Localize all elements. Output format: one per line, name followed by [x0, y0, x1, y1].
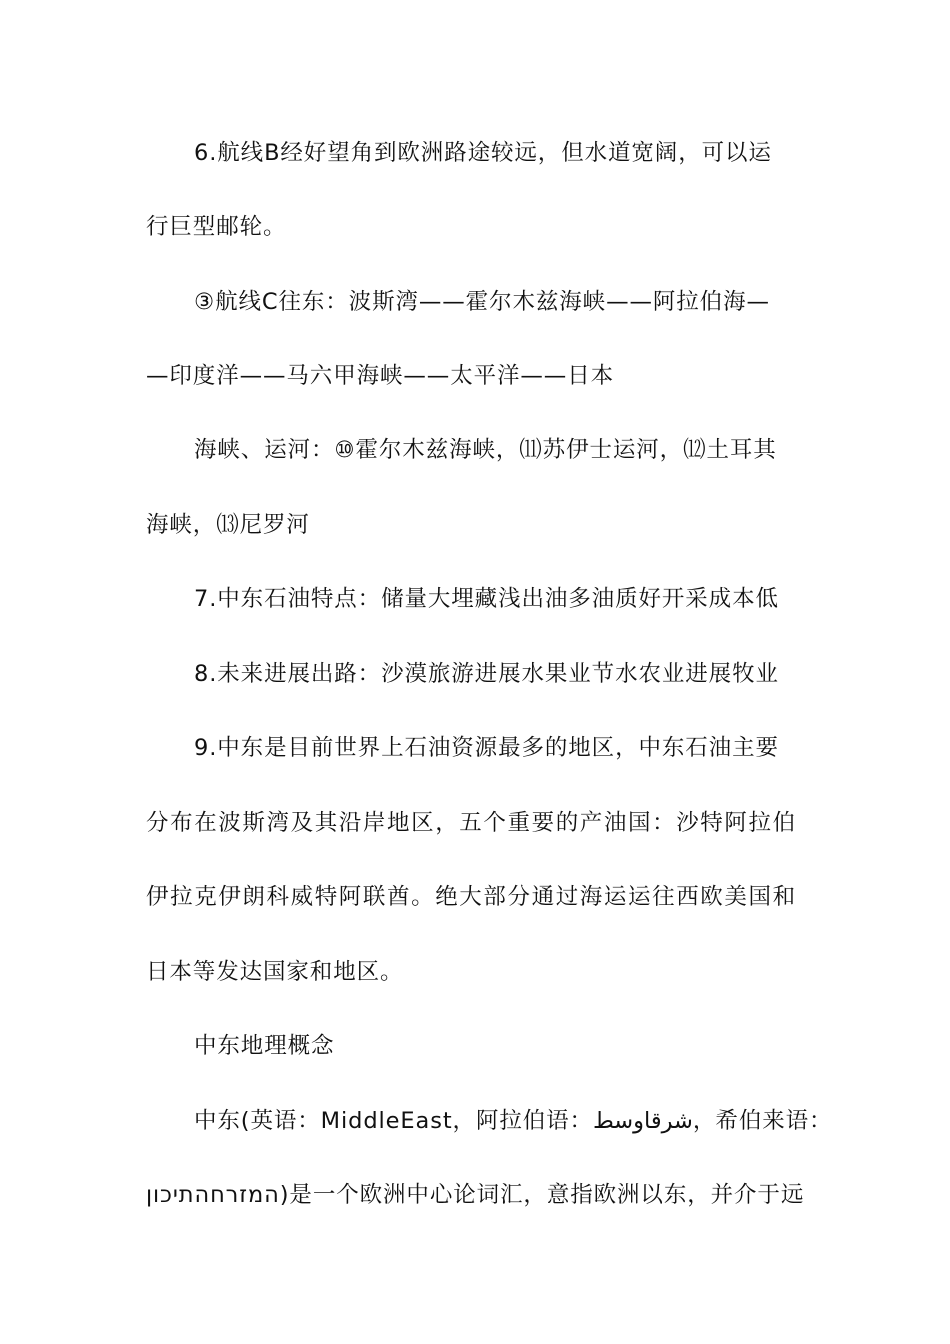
straits-canals-line-1: 海峡、运河：⑩霍尔木兹海峡，⑾苏伊士运河，⑿土耳其 [194, 437, 777, 463]
paragraph-8: 8.未来进展出路：沙漠旅游进展水果业节水农业进展牧业 [194, 661, 779, 687]
paragraph-9-line-1: 9.中东是目前世界上石油资源最多的地区，中东石油主要 [194, 735, 779, 761]
section-heading: 中东地理概念 [194, 1033, 335, 1059]
paragraph-6-line-1: 6.航线B经好望角到欧洲路途较远，但水道宽阔，可以运 [194, 140, 772, 166]
paragraph-6-line-2: 行巨型邮轮。 [146, 214, 287, 240]
paragraph-7: 7.中东石油特点：储量大埋藏浅出油多油质好开采成本低 [194, 586, 779, 612]
middle-east-definition-line-1: 中东(英语：MiddleEast，阿拉伯语：شرقاوسط，希伯来语： [194, 1108, 833, 1134]
paragraph-9-line-3: 伊拉克伊朗科威特阿联酋。绝大部分通过海运运往西欧美国和 [146, 884, 797, 910]
route-c-line-2: —印度洋——马六甲海峡——太平洋——日本 [146, 363, 615, 389]
straits-canals-line-2: 海峡，⒀尼罗河 [146, 512, 310, 538]
middle-east-definition-line-2: המזרחהתיכון)是一个欧洲中心论词汇，意指欧洲以东，并介于远 [146, 1182, 805, 1208]
route-c-line-1: ③航线C往东：波斯湾——霍尔木兹海峡——阿拉伯海— [194, 289, 770, 315]
paragraph-9-line-2: 分布在波斯湾及其沿岸地区，五个重要的产油国：沙特阿拉伯 [146, 810, 797, 836]
paragraph-9-line-4: 日本等发达国家和地区。 [146, 959, 404, 985]
